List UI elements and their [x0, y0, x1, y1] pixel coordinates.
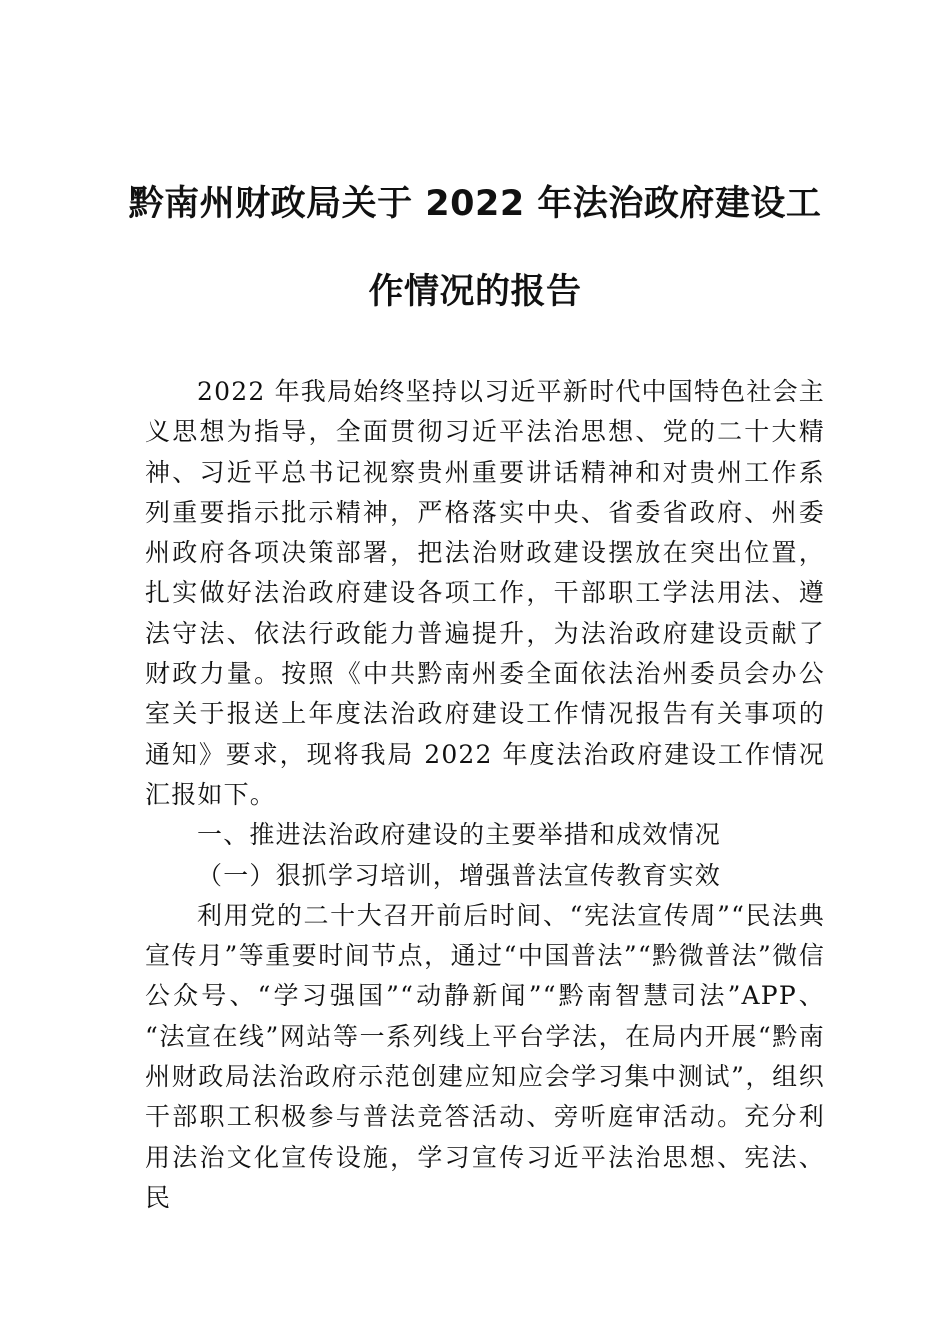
subsection-paragraph: 利用党的二十大召开前后时间、“宪法宣传周”“民法典宣传月”等重要时间节点，通过“中国普法”“黔微普法”微信公众号、“学习强国”“动静新闻”“黔南智慧司法”APP、 “法宣在线”网站等一系列线上平台学法，在局内开展“黔南州财政局法治政府示范创建应知应会学习集中测试”，组织干部职工积极参与普法竞答活动、旁听庭审活动。充分利用法治文化宣传设施，学习宣传习近平法治思想、宪法、民	[145, 900, 825, 1212]
document-body	[145, 372, 825, 1218]
intro-paragraph: 2022 年我局始终坚持以习近平新时代中国特色社会主义思想为指导，全面贯彻习近平法治思想、党的二十大精神、习近平总书记视察贵州重要讲话精神和对贵州工作系列重要指示批示精神，严格落实中央、省委省政府、州委州政府各项决策部署，把法治财政建设摆放在突出位置，扎实做好法治政府建设各项工作，干部职工学法用法、遵法守法、依法行政能力普遍提升，为法治政府建设贡献了财政力量。按照《中共黔南州委全面依法治州委员会办公室关于报送上年度法治政府建设工作情况报告有关事项的通知》要求，现将我局 2022 年度法治政府建设工作情况汇报如下。	[145, 377, 825, 809]
section-heading: 一、推进法治政府建设的主要举措和成效情况	[197, 820, 722, 850]
subsection-heading: （一）狠抓学习培训，增强普法宣传教育实效	[197, 860, 722, 890]
title-line-1: 黔南州财政局关于 2022 年法治政府建设工	[128, 184, 822, 224]
title-line-2: 作情况的报告	[368, 272, 582, 312]
document-title	[0, 160, 950, 336]
